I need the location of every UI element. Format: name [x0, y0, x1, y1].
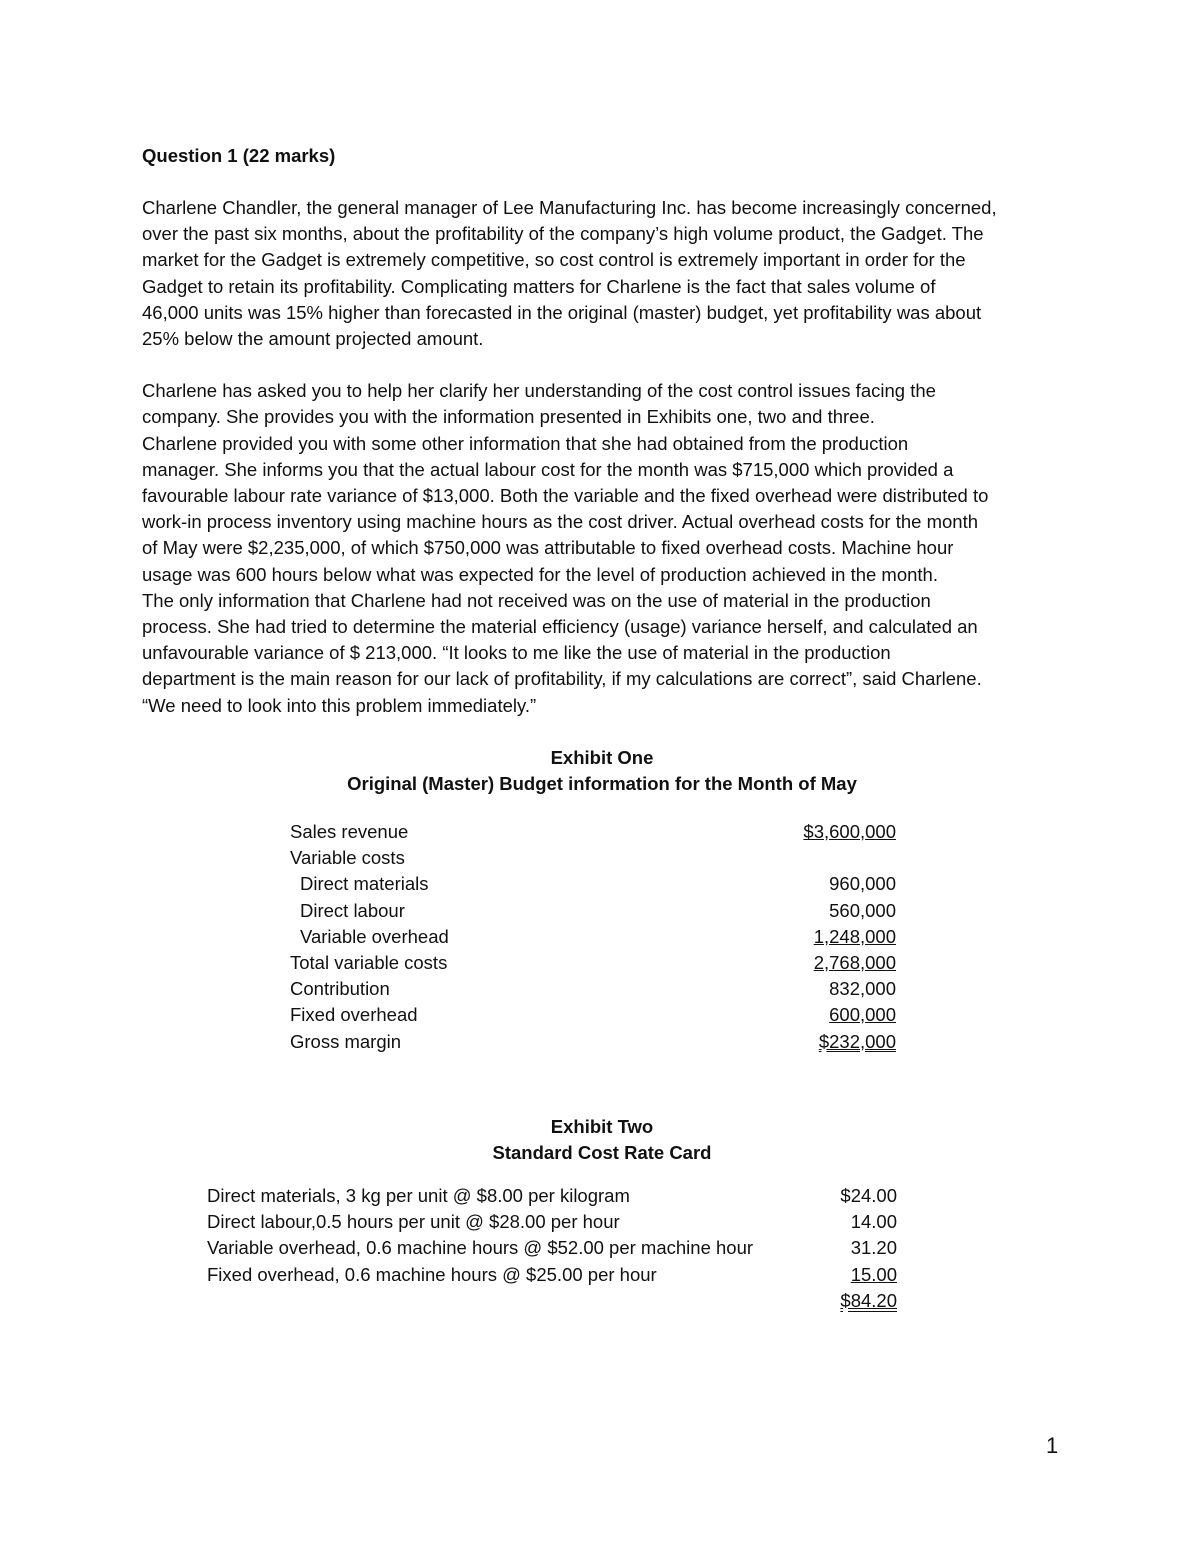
exhibit-two-table [207, 1183, 897, 1314]
row-value: 31.20 [850, 1237, 897, 1259]
row-value: 14.00 [850, 1211, 897, 1233]
table-row [207, 1209, 897, 1235]
table-row [290, 871, 896, 897]
text-line: Gadget to retain its profitability. Complicating matters for Charlene is the fact that sales volume of [142, 275, 936, 297]
exhibit-two-subtitle: Standard Cost Rate Card [492, 1142, 712, 1164]
question-heading: Question 1 (22 marks) [142, 145, 336, 166]
table-total-row [207, 1288, 897, 1314]
row-value: 960,000 [829, 873, 896, 895]
text-line: work-in process inventory using machine hours as the cost driver. Actual overhead costs for the month [142, 511, 978, 533]
text-line: The only information that Charlene had not received was on the use of material in the production [142, 589, 931, 611]
row-label: Variable costs [290, 847, 405, 869]
table-row [290, 819, 896, 845]
row-label: Fixed overhead, 0.6 machine hours @ $25.00 per hour [207, 1263, 657, 1285]
exhibit-two-title: Exhibit Two [550, 1116, 654, 1137]
row-value: 1,248,000 [813, 925, 896, 947]
text-line: Charlene provided you with some other information that she had obtained from the production [142, 432, 909, 454]
table-row [290, 898, 896, 924]
row-value: $24.00 [840, 1185, 897, 1206]
table-row [290, 976, 896, 1002]
row-value: 600,000 [829, 1004, 896, 1026]
text-line: 46,000 units was 15% higher than forecasted in the original (master) budget, yet profitability was about [142, 301, 982, 323]
row-label: Fixed overhead [290, 1004, 418, 1026]
table-row [290, 950, 896, 976]
text-line: usage was 600 hours below what was expected for the level of production achieved in the month. [142, 563, 938, 585]
row-label: Direct materials [300, 873, 429, 895]
text-line: department is the main reason for our lack of profitability, if my calculations are correct”, said Charlene. [142, 668, 982, 690]
text-line: of May were $2,235,000, of which $750,000 was attributable to fixed overhead costs. Machine hour [142, 537, 954, 559]
section-gap [142, 719, 1062, 745]
table-row [207, 1183, 897, 1209]
row-label: Contribution [290, 978, 390, 1000]
table-row [290, 845, 896, 871]
total-value: $84.20 [840, 1289, 897, 1311]
text-line: Charlene Chandler, the general manager of Lee Manufacturing Inc. has become increasingly concerned, [142, 197, 997, 218]
text-line: Charlene has asked you to help her clarify her understanding of the cost control issues facing the [142, 380, 936, 402]
table-row [290, 1029, 896, 1055]
page-number: 1 [1046, 1433, 1059, 1458]
row-value: 2,768,000 [813, 951, 896, 973]
text-line: company. She provides you with the information presented in Exhibits one, two and three. [142, 406, 875, 428]
row-value: 15.00 [850, 1263, 897, 1285]
row-value: $3,600,000 [803, 821, 896, 842]
row-value: 560,000 [829, 899, 896, 921]
table-row [290, 1002, 896, 1028]
row-label: Sales revenue [290, 821, 409, 842]
exhibit-one-title: Exhibit One [550, 746, 654, 768]
row-label: Direct labour [300, 899, 405, 921]
text-line: over the past six months, about the profitability of the company’s high volume product, the Gadget. The [142, 223, 984, 245]
row-label: Total variable costs [290, 951, 448, 973]
text-line: “We need to look into this problem immediately.” [142, 694, 537, 716]
text-line: favourable labour rate variance of $13,000. Both the variable and the fixed overhead were distributed to [142, 485, 989, 507]
row-value: 832,000 [829, 978, 896, 1000]
text-line: 25% below the amount projected amount. [142, 328, 484, 350]
text-line: market for the Gadget is extremely competitive, so cost control is extremely important in order for the [142, 249, 966, 271]
text-line: manager. She informs you that the actual labour cost for the month was $715,000 which provided a [142, 458, 954, 480]
exhibit-one-subtitle: Original (Master) Budget information for the Month of May [347, 773, 857, 795]
paragraph-details [142, 378, 1062, 719]
table-row [207, 1235, 897, 1261]
row-label: Variable overhead, 0.6 machine hours @ $52.00 per machine hour [207, 1237, 754, 1259]
row-label: Variable overhead [300, 925, 449, 947]
text-line: unfavourable variance of $ 213,000. “It looks to me like the use of material in the production [142, 642, 891, 664]
row-label: Direct materials, 3 kg per unit @ $8.00 per kilogram [207, 1185, 630, 1206]
text-line: process. She had tried to determine the material efficiency (usage) variance herself, and calculated an [142, 616, 978, 638]
table-row [290, 924, 896, 950]
exhibit-one-table [290, 819, 896, 1055]
exhibit-two-header [142, 1114, 1062, 1166]
row-label: Gross margin [290, 1030, 402, 1052]
paragraph-gap [142, 352, 1062, 378]
paragraph-intro [142, 195, 1062, 352]
row-label: Direct labour,0.5 hours per unit @ $28.00 per hour [207, 1211, 620, 1233]
question-text [142, 143, 1062, 1311]
table-row [207, 1262, 897, 1288]
row-value: $232,000 [818, 1030, 896, 1052]
